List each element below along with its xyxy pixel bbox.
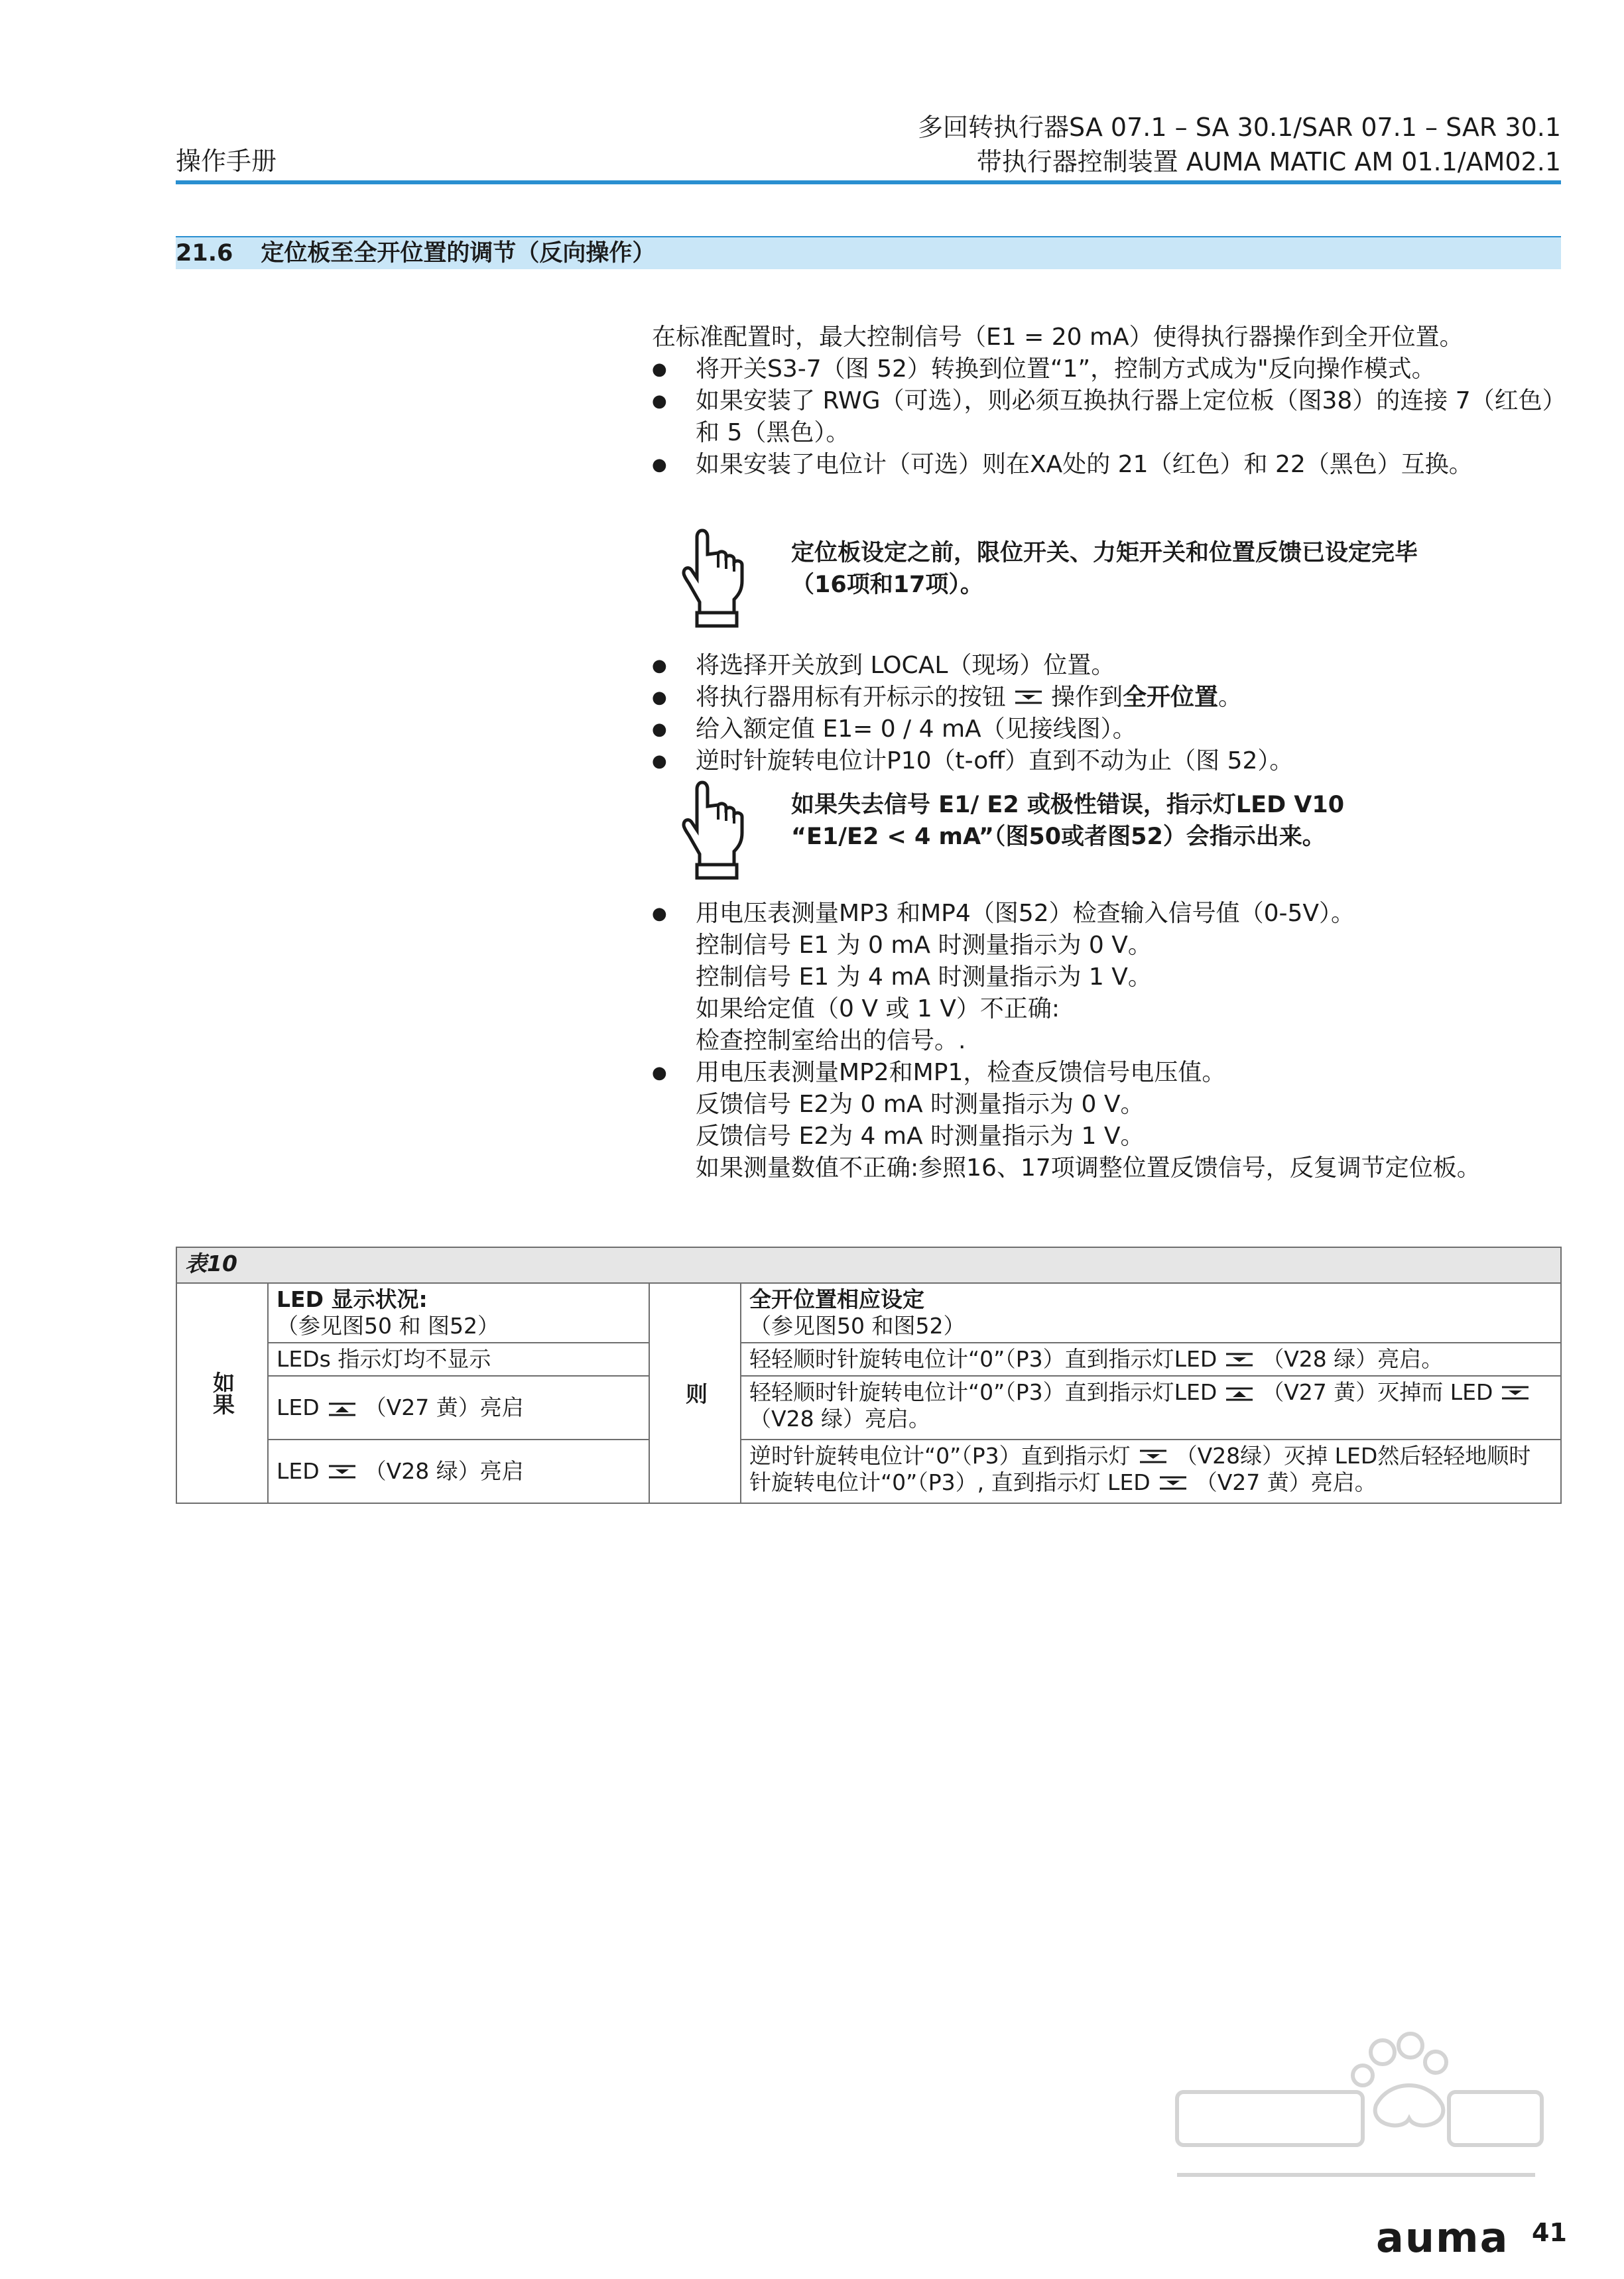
header-text: 全开位置相应设定	[749, 1286, 924, 1312]
led-open-icon	[326, 1464, 358, 1481]
if-label: 如果	[176, 1283, 268, 1503]
header-text: LED 显示状况:	[277, 1286, 428, 1312]
item-emphasis: 全开位置	[1123, 684, 1219, 711]
item-subline: 反馈信号 E2为 4 mA 时测量指示为 1 V。	[696, 1123, 1145, 1150]
cell-text: （V27 黄）亮启	[364, 1394, 524, 1420]
intro-paragraph: 在标准配置时，最大控制信号（E1 = 20 mA）使得执行器操作到全开位置。	[652, 324, 1464, 351]
led-open-icon	[1223, 1352, 1255, 1369]
note-line: “E1/E2 < 4 mA”（图50或者图52）会指示出来。	[791, 824, 1326, 850]
brand-logo: auma	[1376, 2213, 1509, 2262]
note-box-2	[673, 777, 1568, 883]
led-open-icon	[1499, 1385, 1531, 1402]
note-line: 如果失去信号 E1/ E2 或极性错误，指示灯LED V10	[791, 792, 1345, 818]
note-text	[791, 537, 1567, 601]
item-subline: 反馈信号 E2为 0 mA 时测量指示为 0 V。	[696, 1091, 1145, 1118]
item-text: ● 用电压表测量MP3 和MP4（图52）检查输入信号值（0-5V）。	[696, 900, 1355, 927]
cell-text: （V28 绿）亮启。	[1262, 1346, 1444, 1372]
section-number: 21.6	[176, 240, 233, 267]
cell-text: （V28 绿）亮启。	[749, 1406, 931, 1432]
steps-list-1	[652, 353, 1567, 481]
item-text: 。	[1218, 684, 1243, 711]
item-subline: 检查控制室给出的信号。.	[696, 1027, 966, 1054]
product-title-line2: 带执行器控制装置 AUMA MATIC AM 01.1/AM02.1	[976, 147, 1561, 176]
list-item: ● 如果安装了 RWG（可选），则必须互换执行器上定位板（图38）的连接 7（红色）和 5（黑色）。	[652, 385, 1567, 449]
cell-text: （V28 绿）亮启	[364, 1458, 524, 1484]
note-text	[791, 789, 1567, 853]
note-line: 定位板设定之前，限位开关、力矩开关和位置反馈已设定完毕	[791, 540, 1418, 566]
cell-text: LED	[277, 1458, 320, 1484]
action-cell	[741, 1343, 1561, 1376]
header-subtext: （参见图50 和 图52）	[277, 1313, 499, 1339]
list-item: ● 如果安装了电位计（可选）则在XA处的 21（红色）和 22（黑色）互换。	[652, 449, 1567, 481]
note-box-1	[673, 525, 1568, 631]
page-number: 41	[1532, 2218, 1567, 2247]
condition-cell	[268, 1440, 649, 1503]
condition-cell	[268, 1376, 649, 1440]
table-row	[176, 1376, 1561, 1440]
list-item	[652, 1057, 1567, 1184]
cell-text: LED	[277, 1394, 320, 1420]
led-close-icon	[1223, 1385, 1255, 1402]
col1-header	[268, 1283, 649, 1343]
item-subline: 如果给定值（0 V 或 1 V）不正确:	[696, 995, 1060, 1022]
led-close-icon	[326, 1400, 358, 1418]
item-subline: 控制信号 E1 为 4 mA 时测量指示为 1 V。	[696, 963, 1152, 991]
cell-text: 轻轻顺时针旋转电位计“0”（P3）直到指示灯LED	[749, 1379, 1218, 1405]
section-title: 定位板至全开位置的调节（反向操作）	[261, 240, 656, 267]
cell-text: （V27 黄）灭掉而 LED	[1262, 1379, 1493, 1405]
cell-text: 逆时针旋转电位计“0”（P3）直到指示灯	[749, 1443, 1131, 1469]
item-text: 将执行器用标有开标示的按钮	[696, 684, 1007, 711]
led-open-icon	[1157, 1475, 1189, 1493]
product-title-line1: 多回转执行器SA 07.1 – SA 30.1/SAR 07.1 – SAR 30.1	[918, 113, 1561, 142]
steps-list-2	[652, 650, 1567, 777]
then-label: 则	[649, 1283, 741, 1503]
cell-text: （V27 黄）亮启。	[1195, 1469, 1377, 1495]
product-title	[918, 110, 1561, 179]
item-text: 操作到	[1051, 684, 1123, 711]
item-subline: 如果测量数值不正确:参照16、17项调整位置反馈信号，反复调节定位板。	[696, 1154, 1481, 1182]
open-button-icon	[1013, 690, 1044, 707]
list-item	[652, 898, 1567, 1057]
section-heading	[176, 236, 1561, 269]
action-cell	[741, 1440, 1561, 1503]
header-divider	[176, 180, 1561, 184]
pointing-hand-icon	[673, 777, 753, 883]
condition-cell: LEDs 指示灯均不显示	[268, 1343, 649, 1376]
list-item: ● 逆时针旋转电位计P10（t-off）直到不动为止（图 52）。	[652, 745, 1567, 777]
item-subline: 控制信号 E1 为 0 mA 时测量指示为 0 V。	[696, 932, 1152, 959]
col2-header	[741, 1283, 1561, 1343]
cell-text: （V28绿）灭掉 LED然后轻轻地顺时针旋转电位计“0”（P3）, 直到指示灯 LED	[749, 1443, 1531, 1495]
manual-title: 操作手册	[176, 147, 277, 176]
list-item: ● 将选择开关放到 LOCAL（现场）位置。	[652, 650, 1567, 682]
list-item	[652, 682, 1567, 713]
led-table	[176, 1247, 1562, 1504]
list-item: ● 将开关S3-7（图 52）转换到位置“1”，控制方式成为"反向操作模式。	[652, 353, 1567, 385]
table-row	[176, 1440, 1561, 1503]
watermark-logo	[1164, 2026, 1548, 2188]
note-line: （16项和17项）。	[791, 572, 983, 598]
steps-list-3	[652, 898, 1567, 1184]
table-row	[176, 1343, 1561, 1376]
led-open-icon	[1137, 1449, 1169, 1466]
action-cell	[741, 1376, 1561, 1440]
header-subtext: （参见图50 和图52）	[749, 1313, 966, 1339]
pointing-hand-icon	[673, 525, 753, 631]
item-text: ● 用电压表测量MP2和MP1，检查反馈信号电压值。	[696, 1059, 1226, 1086]
table-caption: 表10	[176, 1247, 1561, 1283]
cell-text: 轻轻顺时针旋转电位计“0”（P3）直到指示灯LED	[749, 1346, 1218, 1372]
list-item: ● 给入额定值 E1= 0 / 4 mA（见接线图）。	[652, 713, 1567, 745]
